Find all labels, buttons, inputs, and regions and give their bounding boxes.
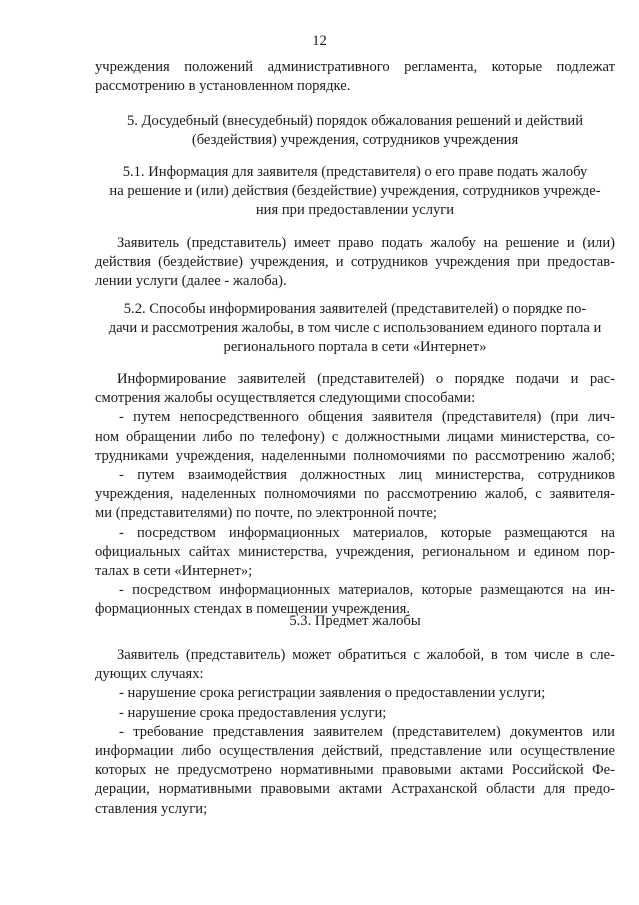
subsection-5-2-heading [95,300,615,358]
list-item-line: - нарушение срока регистрации заявления о предоставлении услуги; [119,685,546,702]
page-number: 12 [312,33,327,49]
list-item-line: - посредством информационных материалов, которые размещаются на [119,524,615,541]
list-item-line: - путем взаимодействия должностных лиц министерства, сотрудников [119,467,615,484]
paragraph-5-2 [95,370,615,620]
heading-line: (бездействия) учреждения, сотрудников учреждения [191,132,519,149]
heading-line: 5. Досудебный (внесудебный) порядок обжалования решений и действий [126,113,584,129]
list-item-line: талах в сети «Интернет»; [95,563,253,580]
heading-line: на решение и (или) действия (бездействие) учреждения, сотрудников учрежде- [109,183,601,200]
subsection-5-3-heading [95,612,615,631]
list-item-line: - путем непосредственного общения заявителя (представителя) (при лич- [119,409,615,426]
text-line: лении услуги (далее - жалоба). [95,273,287,290]
list-item-line: учреждения, наделенных полномочиями по рассмотрению жалоб, с заявителя- [95,486,615,503]
subsection-5-1-heading [95,163,615,221]
text-line: Заявитель (представитель) имеет право подать жалобу на решение и (или) [117,235,615,251]
heading-line: 5.3. Предмет жалобы [289,613,421,629]
list-item-line: - нарушение срока предоставления услуги; [119,704,387,721]
list-item-line: официальных сайтах министерства, учреждения, региональном и едином пор- [95,543,615,560]
text-line: действия (бездействие) учреждения, и сотрудников учреждения при предостав- [95,254,615,271]
list-item-line: информации либо осуществления действий, представление или осуществление [95,743,615,760]
text-line: дующих случаях: [95,666,204,683]
list-item-line: дерации, нормативными правовыми актами Астраханской области для предо- [95,781,615,798]
list-item-line: трудниками учреждения, наделенными полномочиями по рассмотрению жалоб; [95,447,615,464]
paragraph-5-3 [95,646,615,819]
heading-line: 5.1. Информация для заявителя (представителя) о его праве подать жалобу [122,164,588,180]
heading-line: 5.2. Способы информирования заявителей (представителей) о порядке по- [123,301,587,317]
text-line: рассмотрению в установленном порядке. [95,78,351,95]
list-item-line: ном обращении либо по телефону) с должностными лицами министерства, со- [95,428,615,445]
text-line: смотрения жалобы осуществляется следующими способами: [95,390,476,407]
intro-paragraph [95,58,615,96]
list-item-line: ми (представителями) по почте, по электронной почте; [95,505,437,522]
list-item-line: которых не предусмотрено нормативными правовыми актами Российской Фе- [95,762,615,779]
heading-line: ния при предоставлении услуги [255,202,455,219]
list-item-line: формационных стендах в помещении учреждения. [95,601,410,618]
section-5-heading [95,112,615,150]
list-item-line: - посредством информационных материалов, которые размещаются на ин- [119,582,615,599]
list-item-line: ставления услуги; [95,800,208,817]
text-line: Информирование заявителей (представителей) о порядке подачи и рас- [117,371,615,387]
paragraph-5-1 [95,234,615,292]
text-line: учреждения положений административного регламента, которые подлежат [95,59,615,75]
heading-line: регионального портала в сети «Интернет» [223,339,487,356]
list-item-line: - требование представления заявителем (представителем) документов или [119,723,615,740]
heading-line: дачи и рассмотрения жалобы, в том числе с использованием единого портала и [108,320,602,337]
text-line: Заявитель (представитель) может обратиться с жалобой, в том числе в сле- [117,647,615,663]
